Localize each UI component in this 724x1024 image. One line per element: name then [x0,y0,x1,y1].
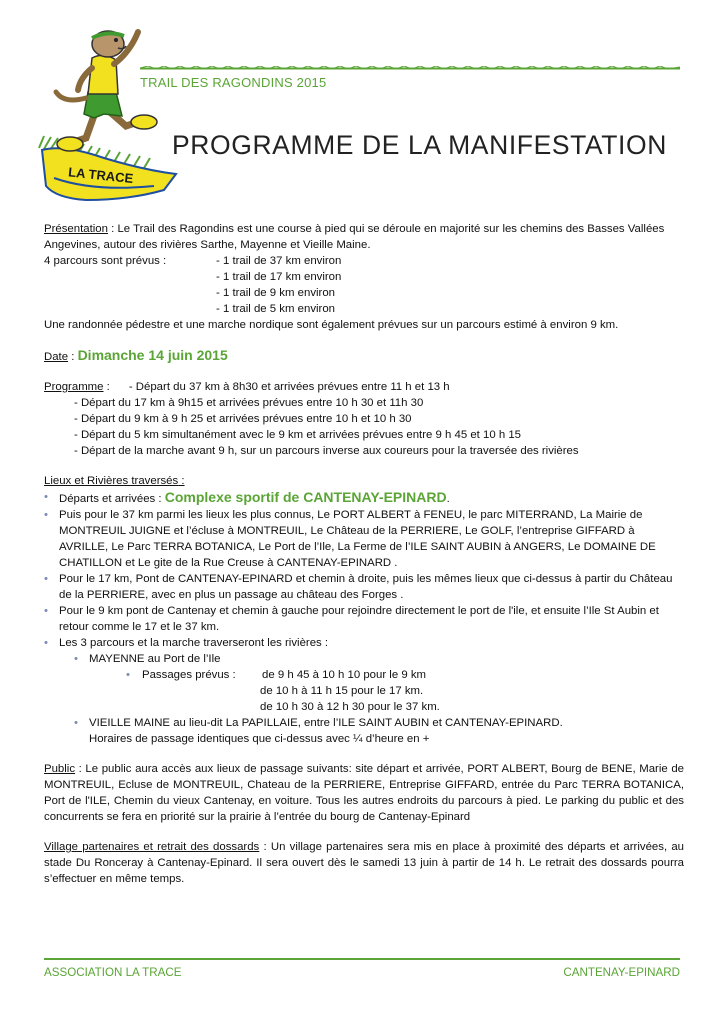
lieux-list [44,489,684,651]
parcours-item: - 1 trail de 17 km environ [216,271,342,283]
programme-label: Programme [44,381,104,393]
presentation-label: Présentation [44,223,108,235]
list-item: • Pour le 17 km, Pont de CANTENAY-EPINARD et chemin à droite, puis les mêmes lieux que ci-dessus à partir du Château de la PERRIERE, avec en plus un passage au château des Forges . [44,571,684,603]
logo-text: LA TRACE [67,164,134,187]
depart-end: . [446,493,450,505]
lieux-heading [44,473,684,489]
programme-item: - Départ du 17 km à 9h15 et arrivées prévues entre 10 h 30 et 11h 30 [74,397,424,409]
programme-line [44,379,684,395]
village-paragraph [44,839,684,887]
lieux-label: Lieux et Rivières traversés [44,475,179,487]
horaires-text: Horaires de passage identiques que ci-dessus avec ¼ d’heure en + [89,733,430,745]
page-title: PROGRAMME DE LA MANIFESTATION [172,130,667,160]
date-separator: : [68,351,78,363]
passage-time: de 10 h à 11 h 15 pour le 17 km. [260,685,424,697]
mayenne-item: • MAYENNE au Port de l’Ile [44,651,684,667]
la-trace-logo [34,18,184,208]
footer-divider [44,958,680,960]
programme-first-item: : - Départ du 37 km à 8h30 et arrivées prévues entre 11 h et 13 h [103,381,450,393]
passages-label: Passages prévus : [142,669,236,681]
list-item: • Les 3 parcours et la marche traverseront les rivières : [44,635,684,651]
parcours-line [44,253,684,269]
parcours-item: - 1 trail de 9 km environ [216,287,336,299]
depart-prefix: Départs et arrivées : [59,493,165,505]
presentation-text: : Le Trail des Ragondins est une course à pied qui se déroule en majorité sur les chemins des Basses Vallées Angevines, autour des rivières Sarthe, Mayenne et Vieille Maine. [44,223,665,251]
header-divider [140,66,680,71]
list-item: • Pour le 9 km pont de Cantenay et chemin à gauche pour rejoindre directement le port de l'ile, et ensuite l’Ile St Aubin et retour comme le 17 et le 37 km. [44,603,684,635]
footer-association: ASSOCIATION LA TRACE [44,966,182,979]
date-value: Dimanche 14 juin 2015 [77,347,228,363]
programme-list [44,395,684,459]
list-item: • Puis pour le 37 km parmi les lieux les plus connus, Le PORT ALBERT à FENEU, le parc MITERRAND, La Mairie de MONTREUIL JUIGNE et l’écluse à MONTREUIL, Le Château de la PERRIERE, Le GOLF, l’entreprise GIFFARD à AVRILLE, Le Parc TERRA BOTANICA, Le Port de l’Ile, La Ferme de l’ILE SAINT AUBIN à ANGERS, Le DOMAINE DE CHATILLON et Le gite de la Rue Creuse à CANTENAY-EPINARD . [44,507,684,571]
public-label: Public [44,763,76,775]
passages-line [44,667,684,683]
passage-time: de 10 h 30 à 12 h 30 pour le 37 km. [260,701,440,713]
passage-time: de 9 h 45 à 10 h 10 pour le 9 km [262,669,427,681]
randonnee-text: Une randonnée pédestre et une marche nordique sont également prévues sur un parcours estimé à environ 9 km. [44,319,619,331]
parcours-intro: 4 parcours sont prévus : [44,255,167,267]
parcours-item: - 1 trail de 5 km environ [216,303,336,315]
village-text: : Un village partenaires sera mis en place à proximité des départs et arrivées, au stade Du Ronceray à Cantenay-Epinard. Il sera ouvert dès le samedi 13 juin à partir de 14 h. Le retrait des dossards pourra s’effectuer en même temps. [44,841,684,885]
programme-item: - Départ du 9 km à 9 h 25 et arrivées prévues entre 10 h et 10 h 30 [74,413,412,425]
document-body [44,221,684,887]
village-label: Village partenaires et retrait des dossards [44,841,260,853]
public-paragraph [44,761,684,825]
programme-item: - Départ de la marche avant 9 h, sur un parcours inverse aux coureurs pour la traversée des rivières [74,445,579,457]
vieille-maine-item: • VIEILLE MAINE au lieu-dit La PAPILLAIE, entre l’ILE SAINT AUBIN et CANTENAY-EPINARD. [44,715,684,731]
parcours-item: - 1 trail de 37 km environ [216,255,342,267]
event-subtitle: TRAIL DES RAGONDINS 2015 [140,75,327,90]
depart-place: Complexe sportif de CANTENAY-EPINARD [164,489,447,505]
date-label: Date [44,351,69,363]
presentation-paragraph [44,221,684,253]
date-line [44,347,684,365]
lieux-label-suffix: : [178,475,185,487]
list-item [44,489,684,507]
public-text: : Le public aura accès aux lieux de passage suivants: site départ et arrivée, PORT ALBERT, Bourg de BENE, Marie de MONTREUIL, Ecluse de MONTREUIL, Chateau de la PERRIERE, Entreprise GIFFARD, entrée du Parc TERRA BOTANICA, Port de l'ILE, Chemin du vieux Cantenay, en voiture. Tous les autres endroits du parcours à pied. Le parking du public et des concurrents se fera en priorité sur la prairie à l’entrée du bourg de Cantenay-Epinard [44,763,684,823]
footer-location: CANTENAY-EPINARD [563,966,680,979]
programme-item: - Départ du 5 km simultanément avec le 9 km et arrivées prévues entre 9 h 45 et 10 h 15 [74,429,521,441]
